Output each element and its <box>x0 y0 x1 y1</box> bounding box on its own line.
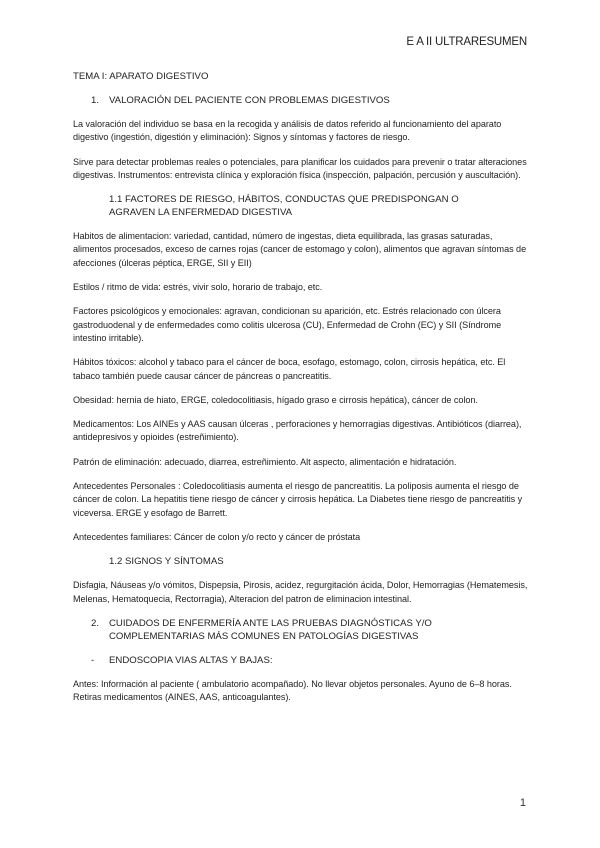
page-content <box>73 70 533 715</box>
paragraph-endoscopia-antes: Antes: Información al paciente ( ambulatorio acompañado). No llevar objetos personales. Ayuno de 6–8 horas. Retiras medicamentos (AINES, AAS, anticoagulantes). <box>73 678 512 703</box>
paragraph-obesidad: Obesidad: hernia de hiato, ERGE, coledocolitiasis, hígado graso e cirrosis hepática), cáncer de colon. <box>73 394 478 405</box>
subsection-heading-1-2: 1.2 SIGNOS Y SÍNTOMAS <box>109 556 224 568</box>
section-title: VALORACIÓN DEL PACIENTE CON PROBLEMAS DIGESTIVOS <box>109 95 390 106</box>
bullet-title: ENDOSCOPIA VIAS ALTAS Y BAJAS: <box>109 654 273 666</box>
section-title: CUIDADOS DE ENFERMERÍA ANTE LAS PRUEBAS DIAGNÓSTICAS Y/O COMPLEMENTARIAS MÁS COMUNES EN PATOLOGÍAS DIGESTIVAS <box>109 617 432 642</box>
section-heading-2 <box>91 617 533 643</box>
paragraph-medicamentos: Medicamentos: Los AINEs y AAS causan úlceras , perforaciones y hemorragias digestivas. Antibióticos (diarrea), antidepresivos y opioides (estreñimiento). <box>73 419 522 443</box>
section-number: 1. <box>91 95 100 106</box>
bullet-heading-endoscopia <box>91 654 533 667</box>
subsection-heading-1-1: 1.1 FACTORES DE RIESGO, HÁBITOS, CONDUCTAS QUE PREDISPONGAN O AGRAVEN LA ENFERMEDAD DIGESTIVA <box>109 194 459 219</box>
paragraph-habitos-toxicos: Hábitos tóxicos: alcohol y tabaco para el cáncer de boca, esofago, estomago, colon, cirrosis hepática, etc. El tabaco también puede causar cáncer de páncreas o pancreatitis. <box>73 357 506 381</box>
paragraph: Sirve para detectar problemas reales o potenciales, para planificar los cuidados para prevenir o tratar alteraciones digestivas. Instrumentos: entrevista clínica y exploración física (inspección, palpación, percusión y auscultación). <box>73 156 527 180</box>
paragraph: La valoración del individuo se basa en la recogida y análisis de datos referido al funcionamiento del aparato digestivo (ingestión, digestión y eliminación): Signos y síntomas y factores de riesgo. <box>73 119 502 143</box>
paragraph-antecedentes-familiares: Antecedentes familiares: Cáncer de colon y/o recto y cáncer de próstata <box>73 531 361 542</box>
paragraph-antecedentes-personales: Antecedentes Personales : Coledocolitiasis aumenta el riesgo de pancreatitis. La poliposis aumenta el riesgo de cáncer de colon. La hepatitis tiene riesgo de cáncer y cirrosis hepática. La Diabetes tiene riesgo de pancreatitis y viceversa. ERGE y esofago de Barrett. <box>73 481 523 518</box>
page-number: 1 <box>519 797 526 809</box>
section-number: 2. <box>91 617 100 629</box>
section-heading-1 <box>91 94 533 107</box>
paragraph-signos-sintomas: Disfagia, Náuseas y/o vómitos, Dispepsia, Pirosis, acidez, regurgitación ácida, Dolor, Hemorragias (Hematemesis, Melenas, Hematoquecia, Rectorragia), Alteracion del patron de eliminacion intestinal. <box>73 580 528 604</box>
paragraph-estilos-vida: Estilos / ritmo de vida: estrés, vivir solo, horario de trabajo, etc. <box>73 282 323 293</box>
paragraph-factores-psicologicos: Factores psicológicos y emocionales: agravan, condicionan su aparición, etc. Estrés relacionado con úlcera gastroduodenal y de enfermedades como colitis ulcerosa (CU), Enfermedad de Crohn (EC) y SII (Síndrome intestino irritable). <box>73 306 502 343</box>
tema-title: TEMA I: APARATO DIGESTIVO <box>73 71 209 82</box>
running-header: E A II ULTRARESUMEN <box>406 36 527 48</box>
paragraph-patron-eliminacion: Patrón de eliminación: adecuado, diarrea, estreñimiento. Alt aspecto, alimentación e hidratación. <box>73 456 457 467</box>
dash-bullet-icon: - <box>91 654 95 666</box>
paragraph-habitos-alimentacion: Habitos de alimentacion: variedad, cantidad, número de ingestas, dieta equilibrada, las grasas saturadas, alimentos procesados, exceso de carnes rojas (cancer de estomago y colon), alimentos que agravan síntomas de afecciones (úlceras péptica, ERGE, SII y EII) <box>73 231 527 268</box>
